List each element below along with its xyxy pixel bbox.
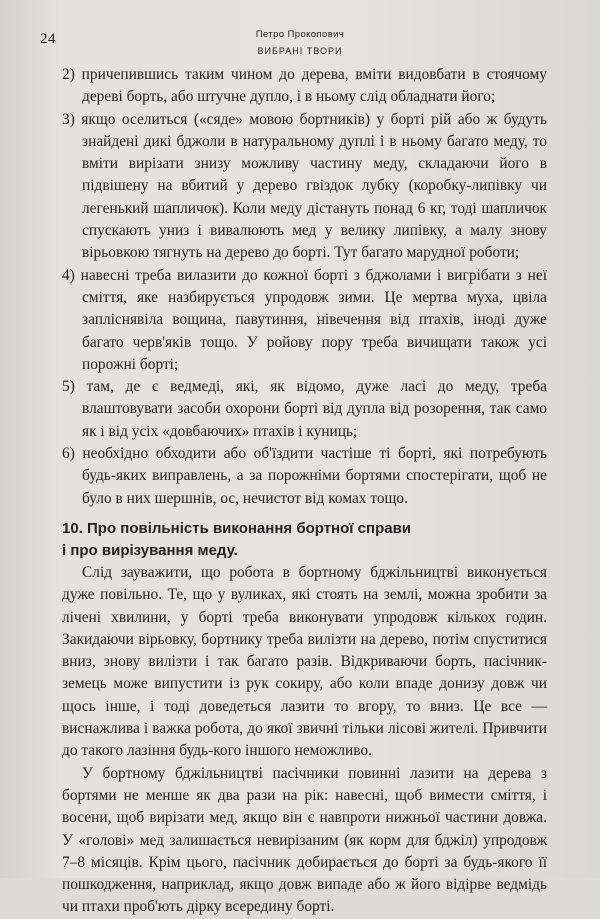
running-head-title: ВИБРАНІ ТВОРИ	[257, 46, 343, 56]
section-heading-line2: і про вирізування меду.	[62, 541, 238, 559]
section-heading-line1: 10. Про повільність виконання бортної справи	[62, 519, 412, 537]
body-paragraph: Слід зауважити, що робота в бортному бджільництві виконується дуже повільно. Те, що у вуликах, які стоять на землі, можна зробити за лічені хвилини, у борті треба виконувати упродовж кількох годин. Закидаючи вірьовку, бортнику треба вилізти на дерево, потім спуститися вниз, знову вилізти і так багато разів. Відкриваючи борть, пасічник-земець може випустити із рук сокиру, або коли впаде донизу довж чи щось інше, і тоді доведеться лазити то вгору, то вниз. Це все — виснажлива і важка робота, до якої звичні тільки лісові жителі. Привчити до такого лазіння будь-кого іншого неможливо.	[62, 563, 547, 760]
running-head	[0, 27, 600, 59]
list-item: 3) якщо оселиться («сяде» мовою бортників) у борті рій або ж будуть знайдені дикі бджоли в натуральному дуплі і в ньому багато меду, то вміти вирізати знизу можливу частину меду, складаючи його в підвішену на вбитий у дерево гвіздок лубку (коробку-липівку чи легенький шапличок). Коли меду дістануть понад 6 кг, тоді шапличок спускають униз і вивалюють мед у велику липівку, а малу знову вірьовкою тягнуть на дерево до борті. Тут багато марудної роботи;	[62, 110, 547, 262]
list-item: 2) причепившись таким чином до дерева, вміти видовбати в стоячому дереві борть, або штучне дупло, і в ньому слід обладнати його;	[62, 66, 547, 106]
list-item: 6) необхідно обходити або об'їздити частіше ті борті, які потребують будь-яких виправлень, а за порожніми бортями спостерігати, щоб не було в них шершнів, ос, нечистот від комах тощо.	[62, 445, 547, 507]
body-paragraph: У бортному бджільництві пасічники повинні лазити на дерева з бортями не менше як два рази на рік: навесні, щоб вимести сміття, і восени, щоб вирізати мед, якщо він є навпроти нижньої частини довжа. У «голові» мед залишається невирізаним (як корм для бджіл) упродовж 7–8 місяців. Крім цього, пасічник добирається до борті за будь-якого її пошкодження, наприклад, якщо довж випаде або ж його відірве ведмідь чи птахи проб'ють дірку всередину борті.	[62, 764, 547, 916]
page-number: 24	[40, 31, 56, 47]
list-item: 4) навесні треба вилазити до кожної борті з бджолами і вигрібати з неї сміття, яке назбирується упродовж зими. Це мертва муха, цвіла запліснявіла вощина, павутиння, нівечення від птахів, іноді дуже багато черв'яків тощо. У ройову пору треба вичищати також усі порожні борті;	[62, 266, 547, 373]
section-heading	[62, 518, 547, 562]
running-head-author: Петро Прокопович	[255, 29, 345, 40]
page-body	[62, 64, 547, 919]
list-item: 5) там, де є ведмеді, які, як відомо, дуже ласі до меду, треба влаштовувати засоби охорони борті від дупла від розорення, так само як і від усіх «довбаючих» птахів і куниць;	[62, 378, 547, 440]
